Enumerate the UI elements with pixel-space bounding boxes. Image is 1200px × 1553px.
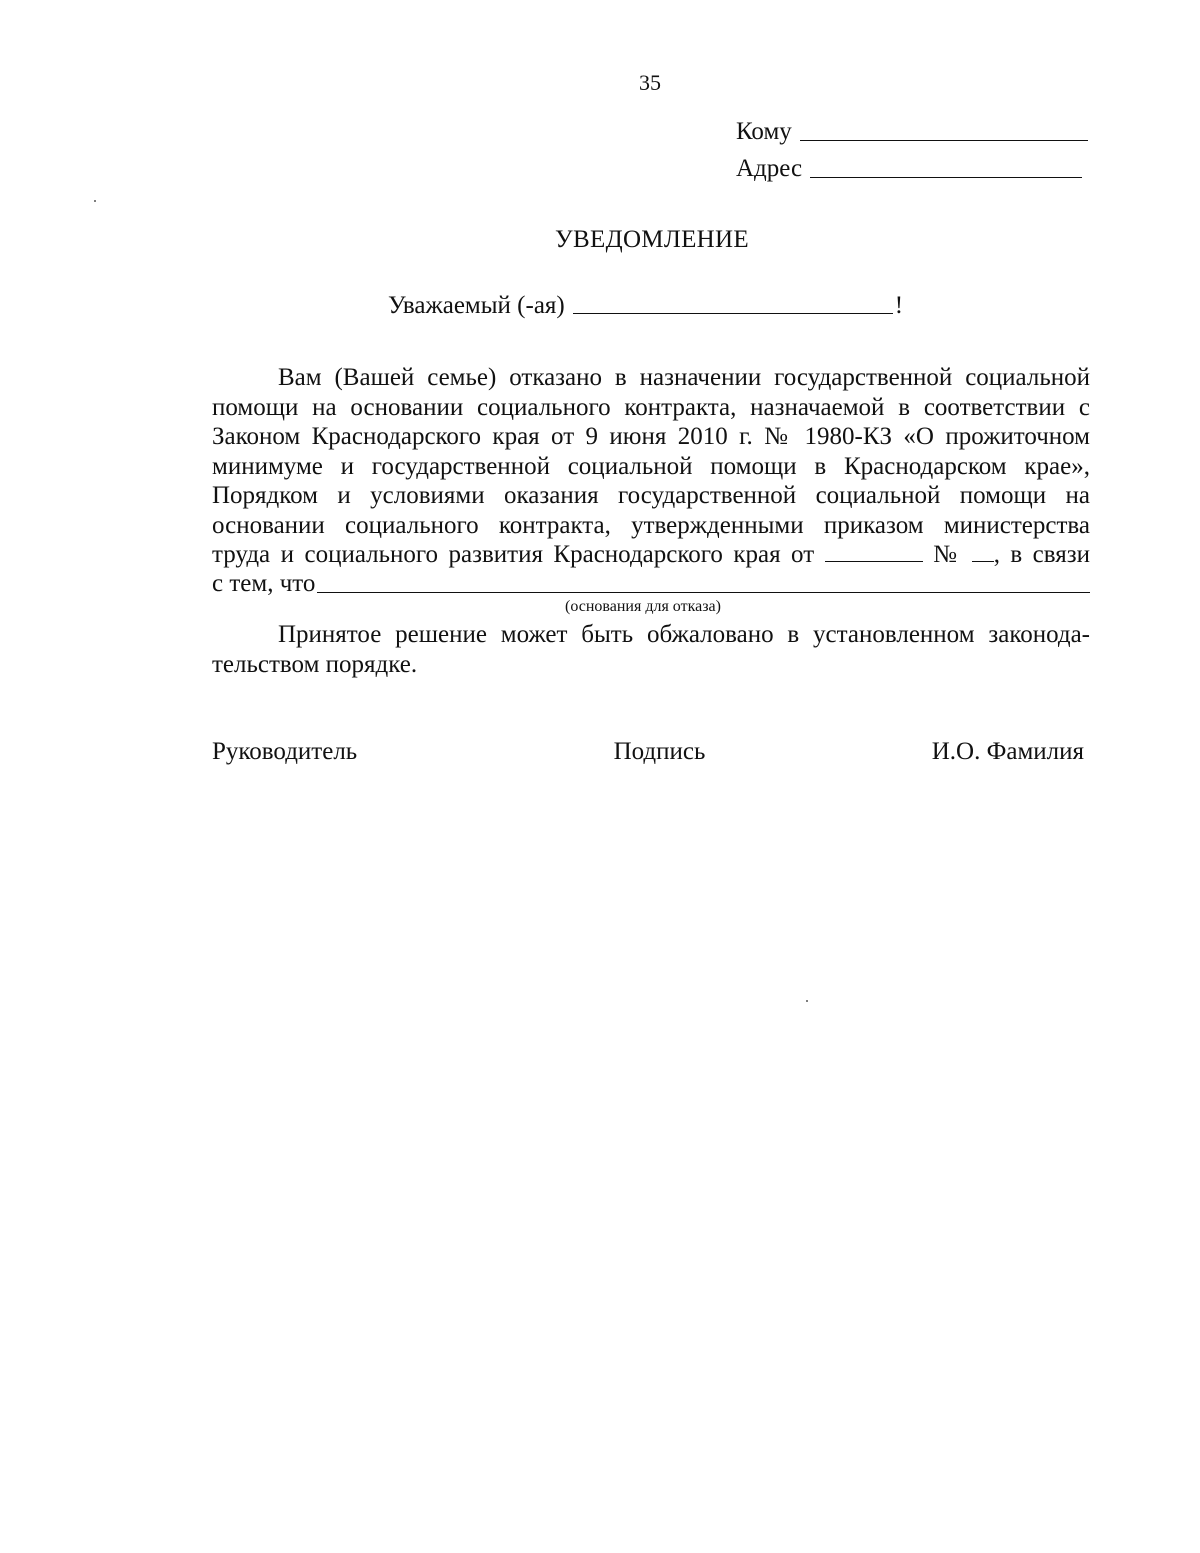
signature-position: Руководитель [212,738,358,765]
paragraph-line: Принятое решение может быть обжаловано в установленном законода- [278,621,1090,648]
salutation [388,292,903,320]
paragraph-line: минимуме и государственной социальной помощи в Краснодарском крае», [212,452,1090,480]
signature-name: И.О. Фамилия [931,738,1084,765]
paragraph-line: помощи на основании социального контракта, назначаемой в соответствии с [212,393,1090,421]
scan-speck [806,1000,808,1002]
recipient-to-label: Кому [736,118,792,145]
paragraph-line: Порядком и условиями оказания государственной социальной помощи на [212,482,1090,509]
order-number-blank [972,541,994,562]
paragraph-line: Вам (Вашей семье) отказано в назначении государственной социальной [278,364,1090,391]
recipient-to-row [736,118,1088,146]
order-number-sign: № [933,541,962,568]
reason-caption: (основания для отказа) [565,598,721,615]
recipient-to-blank [800,139,1088,141]
paragraph-line: тельством порядке. [212,650,418,678]
salutation-exclamation: ! [894,292,904,319]
page-number: 35 [639,70,661,95]
salutation-name-blank [573,313,893,314]
paragraph-refusal [212,363,1090,570]
recipient-address-blank [810,176,1082,178]
recipient-address-label: Адрес [736,155,803,182]
recipient-address-row [736,155,1082,183]
document-title: УВЕДОМЛЕНИЕ [555,226,749,253]
signature-sign: Подпись [613,738,706,765]
signature-block [212,738,1084,766]
paragraph-appeal [212,620,1090,679]
scan-speck [94,200,96,202]
order-date-blank [825,541,923,562]
paragraph-line: Законом Краснодарского края от 9 июня 2010 г. № 1980-КЗ «О прожиточном [212,423,1090,450]
reason-blank [317,592,1090,593]
salutation-text: Уважаемый (-ая) [388,292,565,319]
order-text: труда и социального развития Краснодарского края от [212,541,815,568]
reason-text: с тем, что [212,570,316,597]
paragraph-line: основании социального контракта, утвержденными приказом министерства [212,511,1090,539]
paragraph-line-reason [212,569,1090,599]
paragraph-line-order-date [212,540,1090,570]
order-text-end: , в связи [993,541,1091,568]
